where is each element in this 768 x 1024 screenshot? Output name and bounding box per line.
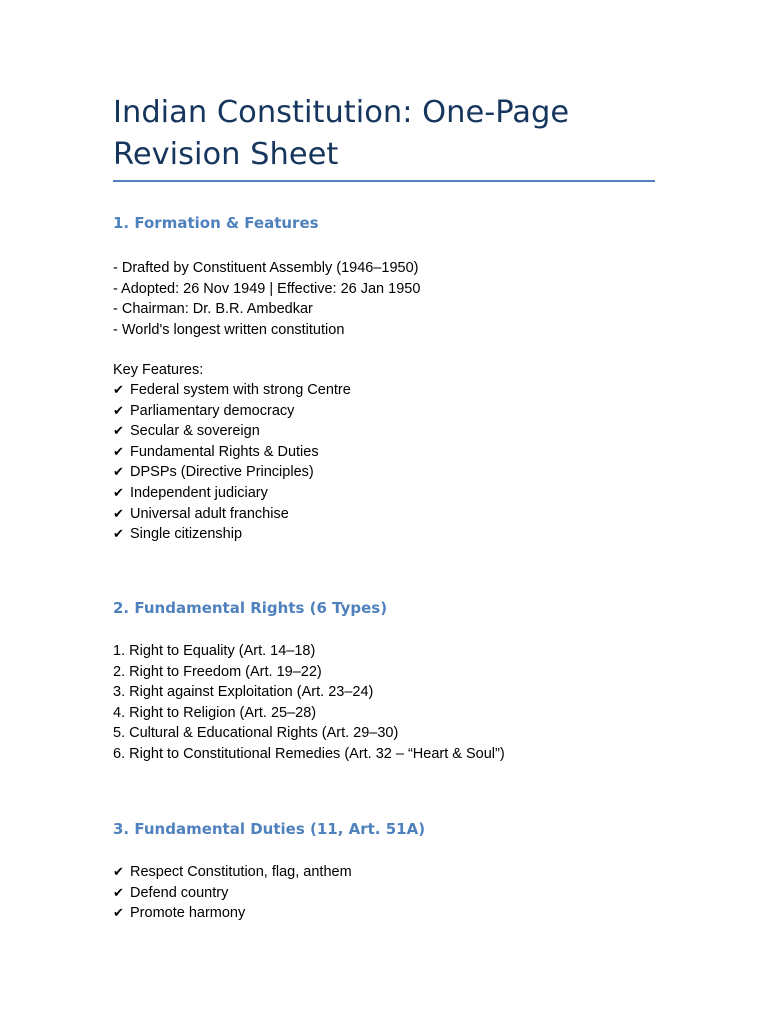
list-item (113, 524, 351, 545)
list-item (113, 462, 351, 483)
checkmark-icon: ✔ (113, 403, 124, 419)
checkmark-icon: ✔ (113, 424, 124, 440)
list-item: 3. Right against Exploitation (Art. 23–24) (113, 684, 374, 701)
list-item: - Chairman: Dr. B.R. Ambedkar (113, 301, 313, 318)
duty-text: Defend country (130, 884, 229, 901)
fundamental-rights-list (113, 641, 505, 765)
list-item (113, 483, 351, 504)
document-title: Indian Constitution: One-Page Revision Sheet (113, 95, 570, 172)
key-feature-text: DPSPs (Directive Principles) (130, 464, 314, 481)
key-features-label: Key Features: (113, 362, 204, 378)
list-item (113, 380, 351, 401)
fundamental-duties-list (113, 862, 352, 924)
key-feature-text: Single citizenship (130, 526, 243, 543)
list-item: 4. Right to Religion (Art. 25–28) (113, 704, 317, 721)
checkmark-icon: ✔ (113, 865, 124, 880)
list-item (113, 504, 351, 525)
list-item (113, 421, 351, 442)
checkmark-icon: ✔ (113, 906, 124, 922)
title-underline (113, 180, 655, 182)
key-feature-text: Parliamentary democracy (130, 402, 295, 419)
section-heading-fundamental-rights: 2. Fundamental Rights (6 Types) (113, 599, 388, 617)
duty-text: Promote harmony (130, 905, 246, 922)
checkmark-icon: ✔ (113, 383, 124, 398)
section-heading-fundamental-duties: 3. Fundamental Duties (11, Art. 51A) (113, 820, 426, 838)
key-feature-text: Independent judiciary (130, 484, 268, 501)
list-item: - Adopted: 26 Nov 1949 | Effective: 26 Jan 1950 (113, 280, 421, 297)
list-item: 6. Right to Constitutional Remedies (Art. 32 – “Heart & Soul”) (113, 745, 505, 762)
checkmark-icon: ✔ (113, 506, 124, 522)
list-item: - Drafted by Constituent Assembly (1946–1950) (113, 260, 419, 276)
key-features-list (113, 380, 351, 545)
checkmark-icon: ✔ (113, 527, 124, 543)
list-item (113, 862, 352, 883)
checkmark-icon: ✔ (113, 465, 124, 481)
key-feature-text: Universal adult franchise (130, 505, 289, 522)
formation-facts-list (113, 258, 420, 340)
list-item (113, 401, 351, 422)
list-item: 1. Right to Equality (Art. 14–18) (113, 643, 316, 659)
duty-text: Respect Constitution, flag, anthem (130, 864, 352, 880)
checkmark-icon: ✔ (113, 485, 124, 501)
key-feature-text: Federal system with strong Centre (130, 382, 351, 398)
section-heading-formation: 1. Formation & Features (113, 214, 319, 232)
key-feature-text: Secular & sovereign (130, 423, 260, 440)
list-item: - World's longest written constitution (113, 321, 345, 338)
list-item: 2. Right to Freedom (Art. 19–22) (113, 663, 322, 680)
list-item: 5. Cultural & Educational Rights (Art. 29–30) (113, 725, 399, 742)
list-item (113, 442, 351, 463)
checkmark-icon: ✔ (113, 444, 124, 460)
list-item (113, 903, 352, 924)
key-feature-text: Fundamental Rights & Duties (130, 443, 319, 460)
checkmark-icon: ✔ (113, 885, 124, 901)
list-item (113, 883, 352, 904)
